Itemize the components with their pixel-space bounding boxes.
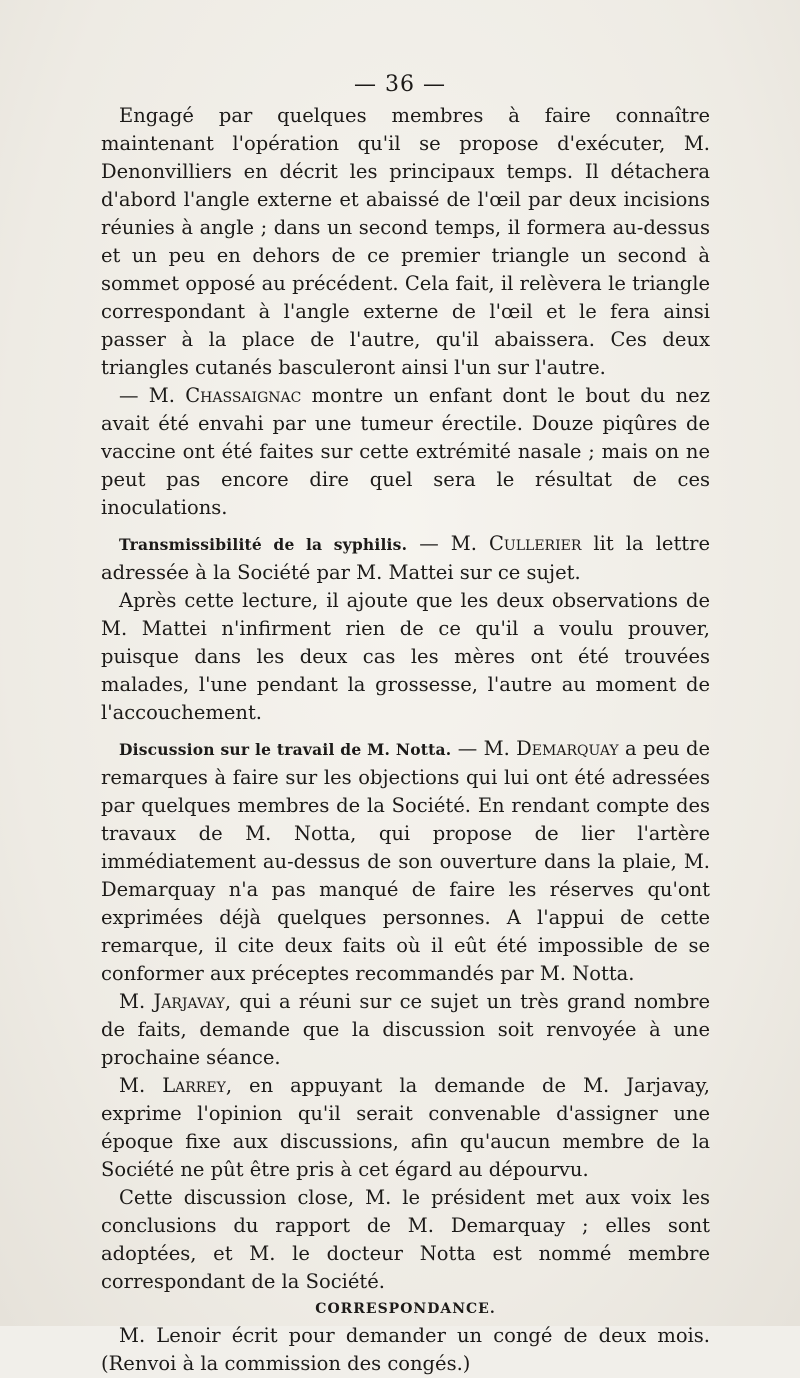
speaker-name: Cullerier [489, 532, 582, 555]
paragraph-denonvilliers: Engagé par quelques membres à faire connaître maintenant l'opération qu'il se propose d'exécuter, M. Denonvilliers en décrit les principaux temps. Il détachera d'abord l'angle externe et abaissé de l'œil par deux incisions réunies à angle ; dans un second temps, il formera au-dessus et un peu en dehors de ce premier triangle un second à sommet opposé au précédent. Cela fait, il relèvera le triangle correspondant à l'angle externe de l'œil et le fera ainsi passer à la place de l'autre, qu'il abaissera. Ces deux triangles cutanés basculeront ainsi l'un sur l'autre. [101, 104, 710, 379]
section-run-in-heading: Transmissibilité de la syphilis. [119, 535, 408, 554]
paragraph-lead: — M. [119, 384, 186, 407]
paragraph-lead: M. [119, 1074, 163, 1097]
paragraph-lenoir: M. Lenoir écrit pour demander un congé de deux mois. (Renvoi à la commission des congés.) [101, 1324, 710, 1375]
paragraph-body: a peu de remarques à faire sur les objections qui lui ont été adressées par quelques membres de la Société. En rendant compte des travaux de M. Notta, qui propose de lier l'artère immédiatement au-dessus de son ouverture dans la plaie, M. Demarquay n'a pas manqué de faire les réserves qu'ont exprimées déjà quelques personnes. A l'appui de cette remarque, il cite deux faits où il eût été impossible de se conformer aux préceptes recommandés par M. Notta. [101, 737, 711, 985]
paragraph-larrey [101, 1072, 710, 1184]
speaker-name: Jarjavay [153, 990, 225, 1013]
speaker-name: Demarquay [516, 737, 619, 760]
paragraph-conclusions: Cette discussion close, M. le président met aux voix les conclusions du rapport de M. Demarquay ; elles sont adoptées, et M. le docteur Notta est nommé membre correspondant de la Société. [101, 1186, 710, 1293]
paragraph-body: , en appuyant la demande de M. Jarjavay, exprime l'opinion qu'il serait convenable d'assigner une époque fixe aux discussions, afin qu'aucun membre de la Société ne pût être pris à cet égard au dépourvu. [101, 1074, 710, 1181]
section-heading: CORRESPONDANCE. [315, 1301, 496, 1317]
paragraph-body: montre un enfant dont le bout du nez avait été envahi par une tumeur érectile. Douze piqûres de vaccine ont été faites sur cette extrémité nasale ; mais on ne peut pas encore dire quel sera le résultat de ces inoculations. [101, 384, 710, 519]
paragraph-body: lit la lettre adressée à la Société par M. Mattei sur ce sujet. [101, 532, 711, 584]
paragraph-jarjavay [101, 988, 710, 1072]
paragraph-chassaignac [101, 382, 710, 522]
speaker-name: Chassaignac [185, 384, 302, 407]
speaker-name: Larrey [162, 1074, 226, 1097]
paragraph-body: , qui a réuni sur ce sujet un très grand nombre de faits, demande que la discussion soit renvoyée à une prochaine séance. [101, 990, 710, 1069]
paragraph-lead: — M. [451, 737, 517, 760]
paragraph-notta [101, 735, 710, 988]
paragraph-mattei: Après cette lecture, il ajoute que les deux observations de M. Mattei n'infirment rien de ce qu'il a voulu prouver, puisque dans les deux cas les mères ont été trouvées malades, l'une pendant la grossesse, l'autre au moment de l'accouchement. [101, 589, 710, 724]
paragraph-syphilis [101, 530, 710, 587]
page-number: — 36 — [354, 72, 446, 97]
body-text [101, 102, 710, 1378]
section-run-in-heading: Discussion sur le travail de M. Notta. [119, 740, 452, 759]
paragraph-lead: M. [119, 990, 154, 1013]
paragraph-lead: — M. [407, 532, 489, 555]
